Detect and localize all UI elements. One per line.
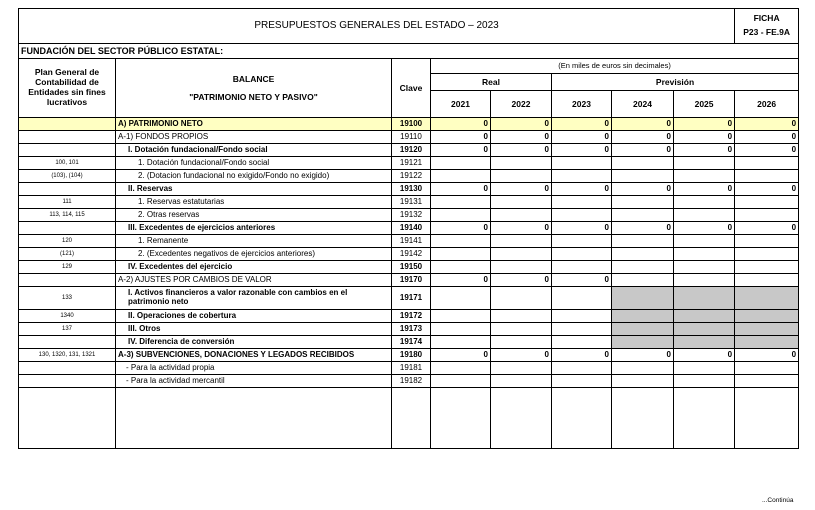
value-cell bbox=[552, 375, 612, 388]
table-row bbox=[19, 170, 799, 183]
row-label: 2. (Excedentes negativos de ejercicios anteriores) bbox=[116, 248, 392, 261]
prevision-header: Previsión bbox=[552, 74, 799, 91]
account-codes: 120 bbox=[19, 235, 116, 248]
value-cell bbox=[735, 323, 799, 336]
year-header: 2024 bbox=[612, 91, 674, 118]
value-cell bbox=[552, 157, 612, 170]
value-cell bbox=[735, 235, 799, 248]
entity-label: FUNDACIÓN DEL SECTOR PÚBLICO ESTATAL: bbox=[19, 44, 799, 59]
value-cell: 0 bbox=[674, 131, 735, 144]
value-cell: 0 bbox=[612, 131, 674, 144]
account-codes: 1340 bbox=[19, 310, 116, 323]
value-cell bbox=[552, 235, 612, 248]
balance-header bbox=[116, 59, 392, 118]
value-cell bbox=[735, 310, 799, 323]
value-cell bbox=[735, 157, 799, 170]
row-label: II. Reservas bbox=[116, 183, 392, 196]
value-cell bbox=[612, 235, 674, 248]
clave-cell: 19180 bbox=[392, 349, 431, 362]
value-cell bbox=[431, 261, 491, 274]
value-cell bbox=[674, 157, 735, 170]
account-codes: 111 bbox=[19, 196, 116, 209]
table-row bbox=[19, 222, 799, 235]
year-header: 2026 bbox=[735, 91, 799, 118]
row-label: - Para la actividad mercantil bbox=[116, 375, 392, 388]
value-cell: 0 bbox=[552, 144, 612, 157]
value-cell bbox=[552, 362, 612, 375]
value-cell bbox=[612, 310, 674, 323]
value-cell: 0 bbox=[491, 222, 552, 235]
value-cell bbox=[552, 248, 612, 261]
table-row bbox=[19, 349, 799, 362]
value-cell bbox=[552, 310, 612, 323]
value-cell bbox=[674, 274, 735, 287]
value-cell: 0 bbox=[552, 118, 612, 131]
table-row bbox=[19, 375, 799, 388]
budget-table bbox=[18, 8, 799, 449]
value-cell bbox=[612, 196, 674, 209]
clave-cell: 19122 bbox=[392, 170, 431, 183]
row-label: 1. Reservas estatutarias bbox=[116, 196, 392, 209]
value-cell bbox=[491, 157, 552, 170]
value-cell bbox=[431, 375, 491, 388]
value-cell bbox=[491, 362, 552, 375]
continue-note: ...Continúa bbox=[762, 497, 794, 504]
value-cell bbox=[491, 310, 552, 323]
value-cell bbox=[612, 248, 674, 261]
value-cell bbox=[612, 261, 674, 274]
table-row bbox=[19, 157, 799, 170]
value-cell bbox=[552, 209, 612, 222]
value-cell: 0 bbox=[612, 349, 674, 362]
value-cell bbox=[491, 196, 552, 209]
value-cell: 0 bbox=[491, 274, 552, 287]
value-cell: 0 bbox=[431, 222, 491, 235]
balance-sub: "PATRIMONIO NETO Y PASIVO" bbox=[189, 92, 318, 102]
clave-header: Clave bbox=[392, 59, 431, 118]
value-cell bbox=[491, 235, 552, 248]
value-cell bbox=[674, 310, 735, 323]
value-cell: 0 bbox=[491, 183, 552, 196]
value-cell bbox=[612, 157, 674, 170]
account-codes bbox=[19, 118, 116, 131]
value-cell bbox=[735, 336, 799, 349]
value-cell bbox=[735, 196, 799, 209]
value-cell bbox=[674, 336, 735, 349]
value-cell: 0 bbox=[612, 118, 674, 131]
value-cell bbox=[431, 248, 491, 261]
table-row bbox=[19, 274, 799, 287]
value-cell: 0 bbox=[735, 222, 799, 235]
ficha-box bbox=[735, 9, 799, 44]
clave-cell: 19150 bbox=[392, 261, 431, 274]
value-cell bbox=[431, 235, 491, 248]
value-cell bbox=[491, 209, 552, 222]
value-cell bbox=[431, 196, 491, 209]
table-row bbox=[19, 362, 799, 375]
value-cell bbox=[552, 196, 612, 209]
clave-cell: 19182 bbox=[392, 375, 431, 388]
ficha-code: P23 - FE.9A bbox=[743, 27, 790, 37]
value-cell bbox=[491, 323, 552, 336]
value-cell bbox=[431, 336, 491, 349]
clave-cell: 19171 bbox=[392, 287, 431, 310]
value-cell bbox=[674, 235, 735, 248]
clave-cell: 19100 bbox=[392, 118, 431, 131]
value-cell bbox=[431, 310, 491, 323]
plan-header: Plan General de Contabilidad de Entidades sin fines lucrativos bbox=[19, 59, 116, 118]
page-title: PRESUPUESTOS GENERALES DEL ESTADO – 2023 bbox=[19, 9, 735, 44]
value-cell: 0 bbox=[491, 131, 552, 144]
value-cell: 0 bbox=[431, 349, 491, 362]
value-cell: 0 bbox=[431, 118, 491, 131]
row-label: I. Activos financieros a valor razonable con cambios en el patrimonio neto bbox=[116, 287, 392, 310]
value-cell bbox=[612, 375, 674, 388]
value-cell bbox=[612, 336, 674, 349]
table-row bbox=[19, 323, 799, 336]
clave-cell: 19170 bbox=[392, 274, 431, 287]
value-cell bbox=[735, 248, 799, 261]
account-codes: (121) bbox=[19, 248, 116, 261]
value-cell: 0 bbox=[735, 183, 799, 196]
value-cell bbox=[612, 170, 674, 183]
value-cell: 0 bbox=[735, 349, 799, 362]
value-cell bbox=[674, 196, 735, 209]
table-row bbox=[19, 118, 799, 131]
table-row bbox=[19, 310, 799, 323]
value-cell bbox=[552, 261, 612, 274]
year-header: 2022 bbox=[491, 91, 552, 118]
value-cell bbox=[431, 157, 491, 170]
value-cell bbox=[491, 261, 552, 274]
account-codes bbox=[19, 336, 116, 349]
table-row bbox=[19, 144, 799, 157]
clave-cell: 19173 bbox=[392, 323, 431, 336]
year-header: 2021 bbox=[431, 91, 491, 118]
row-label: I. Dotación fundacional/Fondo social bbox=[116, 144, 392, 157]
value-cell bbox=[491, 248, 552, 261]
value-cell bbox=[431, 323, 491, 336]
table-row bbox=[19, 287, 799, 310]
clave-cell: 19110 bbox=[392, 131, 431, 144]
clave-cell: 19131 bbox=[392, 196, 431, 209]
value-cell bbox=[491, 170, 552, 183]
units-note: (En miles de euros sin decimales) bbox=[431, 59, 799, 74]
value-cell: 0 bbox=[552, 274, 612, 287]
value-cell: 0 bbox=[552, 183, 612, 196]
table-row bbox=[19, 131, 799, 144]
value-cell bbox=[735, 274, 799, 287]
value-cell bbox=[735, 362, 799, 375]
value-cell bbox=[431, 209, 491, 222]
value-cell bbox=[674, 261, 735, 274]
value-cell: 0 bbox=[612, 144, 674, 157]
value-cell bbox=[431, 362, 491, 375]
account-codes: 137 bbox=[19, 323, 116, 336]
table-row bbox=[19, 209, 799, 222]
value-cell: 0 bbox=[612, 183, 674, 196]
table-row bbox=[19, 235, 799, 248]
account-codes bbox=[19, 144, 116, 157]
value-cell bbox=[612, 274, 674, 287]
account-codes bbox=[19, 362, 116, 375]
row-label: A) PATRIMONIO NETO bbox=[116, 118, 392, 131]
value-cell: 0 bbox=[491, 144, 552, 157]
table-row bbox=[19, 261, 799, 274]
value-cell bbox=[674, 375, 735, 388]
row-label: A-2) AJUSTES POR CAMBIOS DE VALOR bbox=[116, 274, 392, 287]
value-cell bbox=[491, 336, 552, 349]
table-row bbox=[19, 248, 799, 261]
value-cell bbox=[491, 375, 552, 388]
value-cell: 0 bbox=[431, 183, 491, 196]
year-header: 2025 bbox=[674, 91, 735, 118]
value-cell: 0 bbox=[431, 144, 491, 157]
ficha-label: FICHA bbox=[753, 13, 780, 24]
account-codes bbox=[19, 183, 116, 196]
value-cell: 0 bbox=[491, 118, 552, 131]
value-cell bbox=[552, 170, 612, 183]
value-cell: 0 bbox=[735, 118, 799, 131]
clave-cell: 19141 bbox=[392, 235, 431, 248]
row-label: 2. (Dotacion fundacional no exigido/Fondo no exigido) bbox=[116, 170, 392, 183]
value-cell bbox=[735, 170, 799, 183]
table-row bbox=[19, 336, 799, 349]
row-label: 2. Otras reservas bbox=[116, 209, 392, 222]
clave-cell: 19140 bbox=[392, 222, 431, 235]
value-cell bbox=[552, 287, 612, 310]
account-codes: 113, 114, 115 bbox=[19, 209, 116, 222]
value-cell: 0 bbox=[674, 222, 735, 235]
value-cell bbox=[735, 261, 799, 274]
clave-cell: 19130 bbox=[392, 183, 431, 196]
value-cell bbox=[674, 170, 735, 183]
clave-cell: 19172 bbox=[392, 310, 431, 323]
value-cell bbox=[431, 170, 491, 183]
row-label: A-3) SUBVENCIONES, DONACIONES Y LEGADOS RECIBIDOS bbox=[116, 349, 392, 362]
value-cell bbox=[612, 209, 674, 222]
value-cell bbox=[612, 362, 674, 375]
account-codes: 133 bbox=[19, 287, 116, 310]
value-cell: 0 bbox=[735, 144, 799, 157]
table-row bbox=[19, 183, 799, 196]
value-cell: 0 bbox=[552, 131, 612, 144]
clave-cell: 19174 bbox=[392, 336, 431, 349]
value-cell: 0 bbox=[674, 118, 735, 131]
value-cell: 0 bbox=[552, 349, 612, 362]
real-header: Real bbox=[431, 74, 552, 91]
account-codes: 129 bbox=[19, 261, 116, 274]
account-codes bbox=[19, 222, 116, 235]
value-cell: 0 bbox=[431, 131, 491, 144]
value-cell bbox=[735, 375, 799, 388]
value-cell bbox=[674, 248, 735, 261]
row-label: II. Operaciones de cobertura bbox=[116, 310, 392, 323]
value-cell: 0 bbox=[612, 222, 674, 235]
row-label: 1. Dotación fundacional/Fondo social bbox=[116, 157, 392, 170]
clave-cell: 19121 bbox=[392, 157, 431, 170]
row-label: III. Otros bbox=[116, 323, 392, 336]
value-cell bbox=[674, 287, 735, 310]
value-cell: 0 bbox=[491, 349, 552, 362]
value-cell bbox=[674, 362, 735, 375]
table-row bbox=[19, 196, 799, 209]
value-cell bbox=[552, 323, 612, 336]
account-codes: 100, 101 bbox=[19, 157, 116, 170]
value-cell: 0 bbox=[552, 222, 612, 235]
row-label: - Para la actividad propia bbox=[116, 362, 392, 375]
value-cell: 0 bbox=[674, 183, 735, 196]
value-cell: 0 bbox=[735, 131, 799, 144]
row-label: IV. Diferencia de conversión bbox=[116, 336, 392, 349]
value-cell: 0 bbox=[431, 274, 491, 287]
clave-cell: 19181 bbox=[392, 362, 431, 375]
row-label: A-1) FONDOS PROPIOS bbox=[116, 131, 392, 144]
row-label: III. Excedentes de ejercicios anteriores bbox=[116, 222, 392, 235]
value-cell bbox=[552, 336, 612, 349]
value-cell: 0 bbox=[674, 349, 735, 362]
value-cell bbox=[491, 287, 552, 310]
year-header: 2023 bbox=[552, 91, 612, 118]
account-codes bbox=[19, 375, 116, 388]
value-cell bbox=[612, 287, 674, 310]
value-cell bbox=[674, 209, 735, 222]
value-cell: 0 bbox=[674, 144, 735, 157]
value-cell bbox=[674, 323, 735, 336]
account-codes: (103), (104) bbox=[19, 170, 116, 183]
value-cell bbox=[735, 287, 799, 310]
row-label: IV. Excedentes del ejercicio bbox=[116, 261, 392, 274]
clave-cell: 19120 bbox=[392, 144, 431, 157]
account-codes bbox=[19, 131, 116, 144]
value-cell bbox=[431, 287, 491, 310]
row-label: 1. Remanente bbox=[116, 235, 392, 248]
balance-label: BALANCE bbox=[232, 73, 275, 84]
value-cell bbox=[612, 323, 674, 336]
value-cell bbox=[735, 209, 799, 222]
clave-cell: 19132 bbox=[392, 209, 431, 222]
account-codes: 130, 1320, 131, 1321 bbox=[19, 349, 116, 362]
account-codes bbox=[19, 274, 116, 287]
clave-cell: 19142 bbox=[392, 248, 431, 261]
